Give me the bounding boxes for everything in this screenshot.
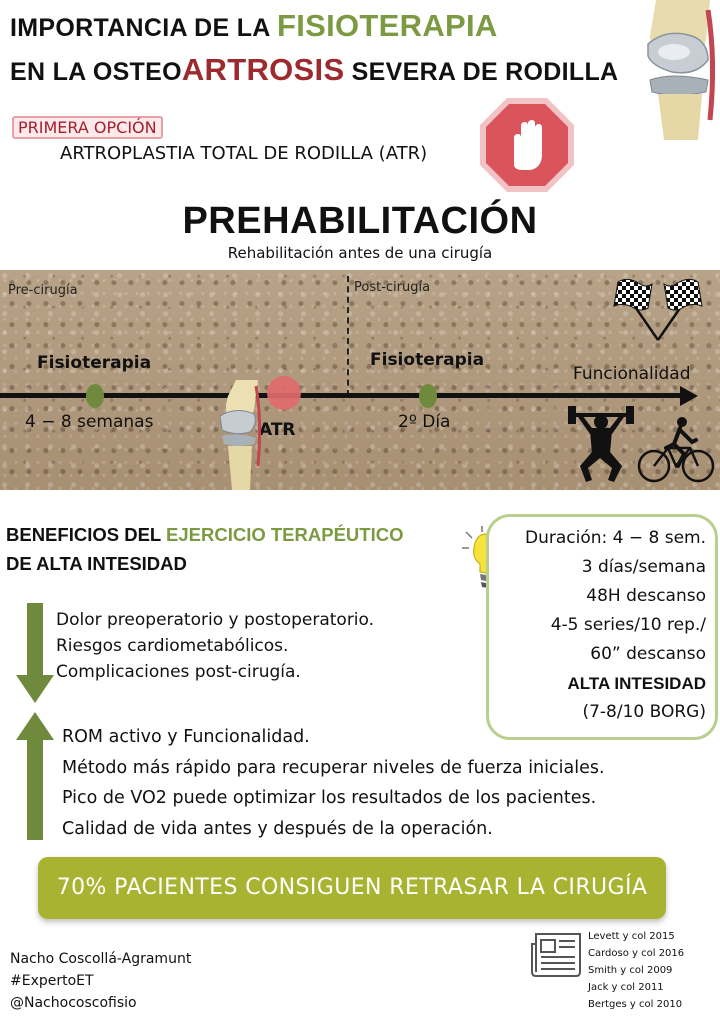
protocol-intensity: ALTA INTESIDAD xyxy=(567,674,706,693)
cyclist-icon xyxy=(636,414,716,484)
list-item: Dolor preoperatorio y postoperatorio. xyxy=(56,610,375,630)
reference-item: Jack y col 2011 xyxy=(588,982,664,993)
increase-arrow-icon xyxy=(16,712,54,840)
benefits-heading: BENEFICIOS DEL EJERCICIO TERAPÉUTICO DE ALTA INTESIDAD xyxy=(6,524,404,574)
checkered-flags-icon xyxy=(606,278,710,342)
post-surgery-label: Post-cirugía xyxy=(354,280,431,295)
list-item: ROM activo y Funcionalidad. xyxy=(62,727,310,747)
title-highlight-fisioterapia: FISIOTERAPIA xyxy=(276,8,498,43)
increase-list xyxy=(62,722,605,844)
title-line-2: EN LA OSTEOARTROSIS SEVERA DE RODILLA xyxy=(10,52,619,87)
protocol-rest: 48H descanso xyxy=(586,586,706,606)
timeline-arrow-icon xyxy=(680,386,698,406)
author-handle: @Nachocoscofisio xyxy=(10,995,137,1011)
list-item: Riesgos cardiometabólicos. xyxy=(56,636,289,656)
knee-implant-illustration xyxy=(636,0,720,140)
decrease-list xyxy=(56,607,374,685)
title-line-1: IMPORTANCIA DE LA FISIOTERAPIA xyxy=(10,8,498,43)
pre-phase-marker xyxy=(86,384,104,408)
atr-description: ARTROPLASTIA TOTAL DE RODILLA (ATR) xyxy=(60,143,428,164)
reference-item: Bertges y col 2010 xyxy=(588,999,683,1010)
post-phase-start: 2º Día xyxy=(398,412,451,432)
post-phase-label: Fisioterapia xyxy=(370,350,485,370)
decrease-arrow-icon xyxy=(16,603,54,703)
prehab-title: PREHABILITACIÓN xyxy=(182,200,538,242)
list-item: Pico de VO2 puede optimizar los resultados de los pacientes. xyxy=(62,788,597,808)
benefits-highlight: EJERCICIO TERAPÉUTICO xyxy=(166,524,404,545)
surgery-marker xyxy=(267,376,301,410)
protocol-duration: Duración: 4 − 8 sem. xyxy=(524,528,706,548)
reference-item: Cardoso y col 2016 xyxy=(588,948,685,959)
surgery-label: ATR xyxy=(259,420,296,440)
list-item: Calidad de vida antes y después de la operación. xyxy=(62,818,493,839)
primera-opcion-badge: PRIMERA OPCIÓN xyxy=(12,116,163,139)
author-hashtag: #ExpertoET xyxy=(10,973,94,989)
knee-implant-small-illustration xyxy=(214,380,264,490)
goal-label: Funcionalidad xyxy=(573,364,691,384)
protocol-borg: (7-8/10 BORG) xyxy=(582,702,706,722)
prehab-subtitle: Rehabilitación antes de una cirugía xyxy=(227,244,493,262)
author-name: Nacho Coscollá-Agramunt xyxy=(10,951,192,967)
protocol-frequency: 3 días/semana xyxy=(581,557,706,577)
newspaper-icon xyxy=(528,930,584,980)
stop-hand-icon xyxy=(478,96,576,194)
pre-phase-label: Fisioterapia xyxy=(37,353,152,373)
weightlifter-icon xyxy=(566,400,636,484)
post-phase-marker xyxy=(419,384,437,408)
pre-phase-duration: 4 − 8 semanas xyxy=(25,412,154,432)
protocol-set-rest: 60” descanso xyxy=(590,644,706,664)
reference-item: Levett y col 2015 xyxy=(588,931,675,942)
protocol-details xyxy=(525,524,706,727)
reference-item: Smith y col 2009 xyxy=(588,965,673,976)
surgery-divider xyxy=(347,276,349,396)
result-banner: 70% PACIENTES CONSIGUEN RETRASAR LA CIRUGÍA xyxy=(38,857,666,919)
pre-surgery-label: Pre-cirugía xyxy=(8,283,78,298)
list-item: Método más rápido para recuperar niveles de fuerza iniciales. xyxy=(62,757,605,778)
references xyxy=(588,928,684,1013)
title-highlight-artrosis: ARTROSIS xyxy=(181,52,345,87)
list-item: Complicaciones post-cirugía. xyxy=(56,662,301,682)
author-block xyxy=(10,948,191,1014)
protocol-sets: 4-5 series/10 rep./ xyxy=(550,615,706,635)
